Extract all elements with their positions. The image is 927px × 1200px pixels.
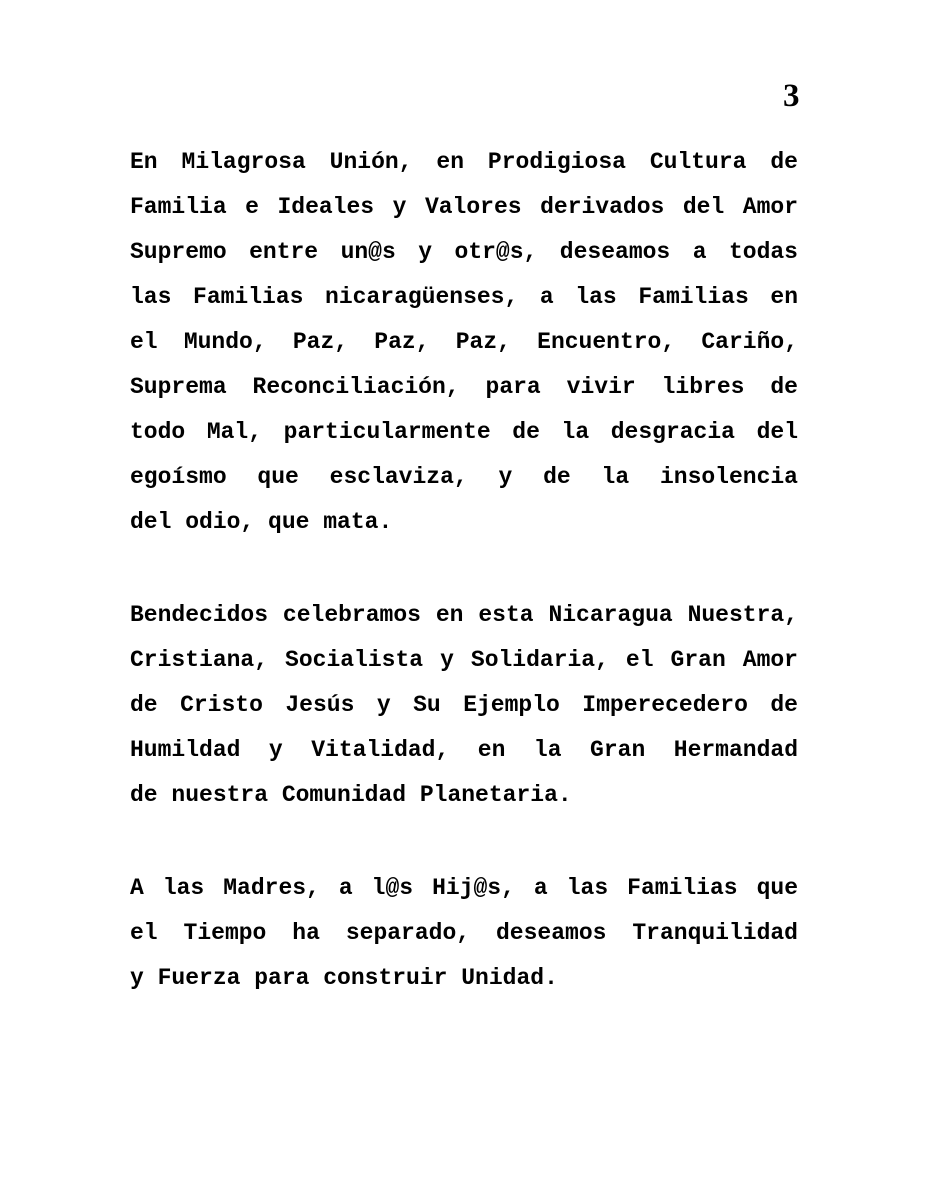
text-line: egoísmo que esclaviza, y de la insolencia [130,464,798,490]
text-line: el Mundo, Paz, Paz, Paz, Encuentro, Cariño, [130,329,798,355]
page-number: 3 [783,78,800,114]
text-line: del odio, que mata. [130,509,393,535]
text-line: y Fuerza para construir Unidad. [130,965,558,991]
text-line: Familia e Ideales y Valores derivados del Amor [130,194,798,220]
text-line: el Tiempo ha separado, deseamos Tranquilidad [130,920,798,946]
text-line: de Cristo Jesús y Su Ejemplo Imperecedero de [130,692,798,718]
text-line: Suprema Reconciliación, para vivir libres de [130,374,798,400]
text-line: Cristiana, Socialista y Solidaria, el Gran Amor [130,647,798,673]
paragraph [130,140,798,545]
paragraph [130,593,798,818]
document-body [130,140,798,1001]
text-line: las Familias nicaragüenses, a las Familias en [130,284,798,310]
text-line: A las Madres, a l@s Hij@s, a las Familias que [130,875,798,901]
text-line: Supremo entre un@s y otr@s, deseamos a todas [130,239,798,265]
text-line: Bendecidos celebramos en esta Nicaragua Nuestra, [130,602,798,628]
text-line: todo Mal, particularmente de la desgracia del [130,419,798,445]
text-line: En Milagrosa Unión, en Prodigiosa Cultura de [130,149,798,175]
text-line: Humildad y Vitalidad, en la Gran Hermandad [130,737,798,763]
paragraph [130,866,798,1001]
text-line: de nuestra Comunidad Planetaria. [130,782,572,808]
